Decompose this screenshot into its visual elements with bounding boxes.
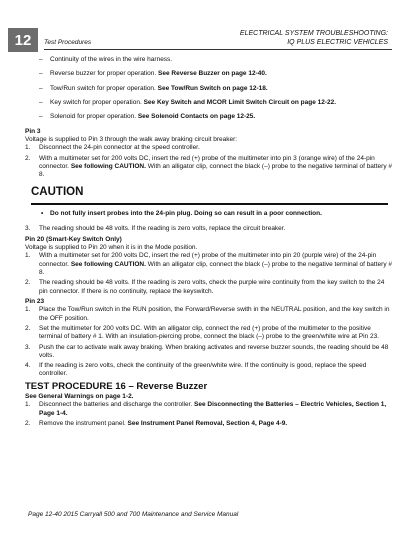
header-title-line2: IQ PLUS ELECTRIC VEHICLES (287, 39, 388, 46)
page-number-tab (8, 28, 38, 52)
pin20-step: 1. With a multimeter set for 200 volts DC, insert the red (+) probe of the multimeter into pin 20 (purple wire) of the 24-pin connector. See following CAUTION. With an alligator clip, connect the black (–) probe to the negative terminal of battery # 8. (25, 252, 392, 277)
intro-item: – Key switch for proper operation. See Key Switch and MCOR Limit Switch Circuit on page 12-22. (39, 98, 337, 106)
pin23-heading: Pin 23 (25, 297, 45, 305)
header-rule (44, 49, 392, 50)
pin23-step: 3. Push the car to activate walk away braking. When braking activates and reverse buzzer sounds, the reading should be 48 volts. (25, 343, 389, 359)
caution-text: • Do not fully insert probes into the 24-pin plug. Doing so can result in a poor connection. (41, 210, 322, 218)
tp16-step: 1. Disconnect the batteries and discharge the controller. See Disconnecting the Batteries – Electric Vehicles, Section 1, Page 1-4. (25, 401, 387, 417)
header-title-line1: ELECTRICAL SYSTEM TROUBLESHOOTING: (239, 30, 388, 37)
intro-item: – Tow/Run switch for proper operation. See Tow/Run Switch on page 12-18. (39, 84, 268, 92)
intro-item: – Solenoid for proper operation. See Solenoid Contacts on page 12-25. (39, 113, 256, 121)
pin20-description: Voltage is supplied to Pin 20 when it is in the Mode position. (25, 244, 198, 252)
cross-reference-link[interactable]: See Reverse Buzzer on page 12-40. (158, 70, 267, 78)
pin20-step: 2. The reading should be 48 volts. If the reading is zero volts, check the purple wire continuity from the key switch to the 24 pin connector. If there is no continuity, replace the keyswitch. (25, 279, 385, 295)
pin23-step: 2. Set the multimeter for 200 volts DC. With an alligator clip, connect the red (+) probe of the multimeter to the positive terminal of battery # 1. With an insulation-piercing probe, connect the black (–) probe to the green/white wire at Pin 23. (25, 324, 379, 341)
section-name: Test Procedures (44, 39, 92, 46)
page-body (25, 56, 392, 430)
general-warnings-reference[interactable]: See General Warnings on page 1-2. (25, 392, 134, 400)
caution-heading: CAUTION (31, 186, 84, 199)
cross-reference-link[interactable]: See Tow/Run Switch on page 12-18. (157, 84, 268, 92)
pin20-heading: Pin 20 (Smart-Key Switch Only) (25, 235, 122, 243)
pin3-step: 3. The reading should be 48 volts. If the reading is zero volts, replace the circuit breaker. (25, 225, 286, 233)
pin3-heading: Pin 3 (25, 127, 41, 135)
intro-item: – Continuity of the wires in the wire harness. (39, 56, 173, 63)
cross-reference-link[interactable]: See Solenoid Contacts on page 12-25. (137, 113, 256, 121)
caution-rule (31, 203, 388, 205)
test-procedure-heading: TEST PROCEDURE 16 – Reverse Buzzer (25, 380, 208, 392)
pin3-description: Voltage is supplied to Pin 3 through the walk away braking circuit breaker: (25, 135, 238, 143)
intro-item: – Reverse buzzer for proper operation. See Reverse Buzzer on page 12-40. (39, 70, 267, 78)
cross-reference-link[interactable]: See Instrument Panel Removal, Section 4, Page 4-9. (127, 419, 288, 427)
pin3-step: 1. Disconnect the 24-pin connector at the speed controller. (25, 144, 200, 152)
pin23-step: 4. If the reading is zero volts, check the continuity of the green/white wire. If the continuity is good, replace the speed controller. (25, 362, 367, 378)
cross-reference-link[interactable]: See Disconnecting the Batteries – Electric Vehicles, Section 1, Page 1-4. (39, 401, 387, 417)
pin23-step: 1. Place the Tow/Run switch in the RUN position, the Forward/Reverse swith in the NEUTRAL position, and the key switch in the OFF position. (25, 306, 390, 322)
cross-reference-link[interactable]: See Key Switch and MCOR Limit Switch Circuit on page 12-22. (143, 98, 337, 106)
page-footer: Page 12-40 2015 Carryall 500 and 700 Maintenance and Service Manual (28, 511, 239, 518)
page-number: 12 (14, 31, 32, 49)
tp16-step: 2. Remove the instrument panel. See Instrument Panel Removal, Section 4, Page 4-9. (25, 419, 288, 427)
pin3-step: 2. With a multimeter set for 200 volts DC, insert the red (+) probe of the multimeter into pin 3 (orange wire) of the 24-pin connector. See following CAUTION. With an alligator clip, connect the black (–) probe to the negative terminal of battery # 8. (25, 154, 392, 179)
